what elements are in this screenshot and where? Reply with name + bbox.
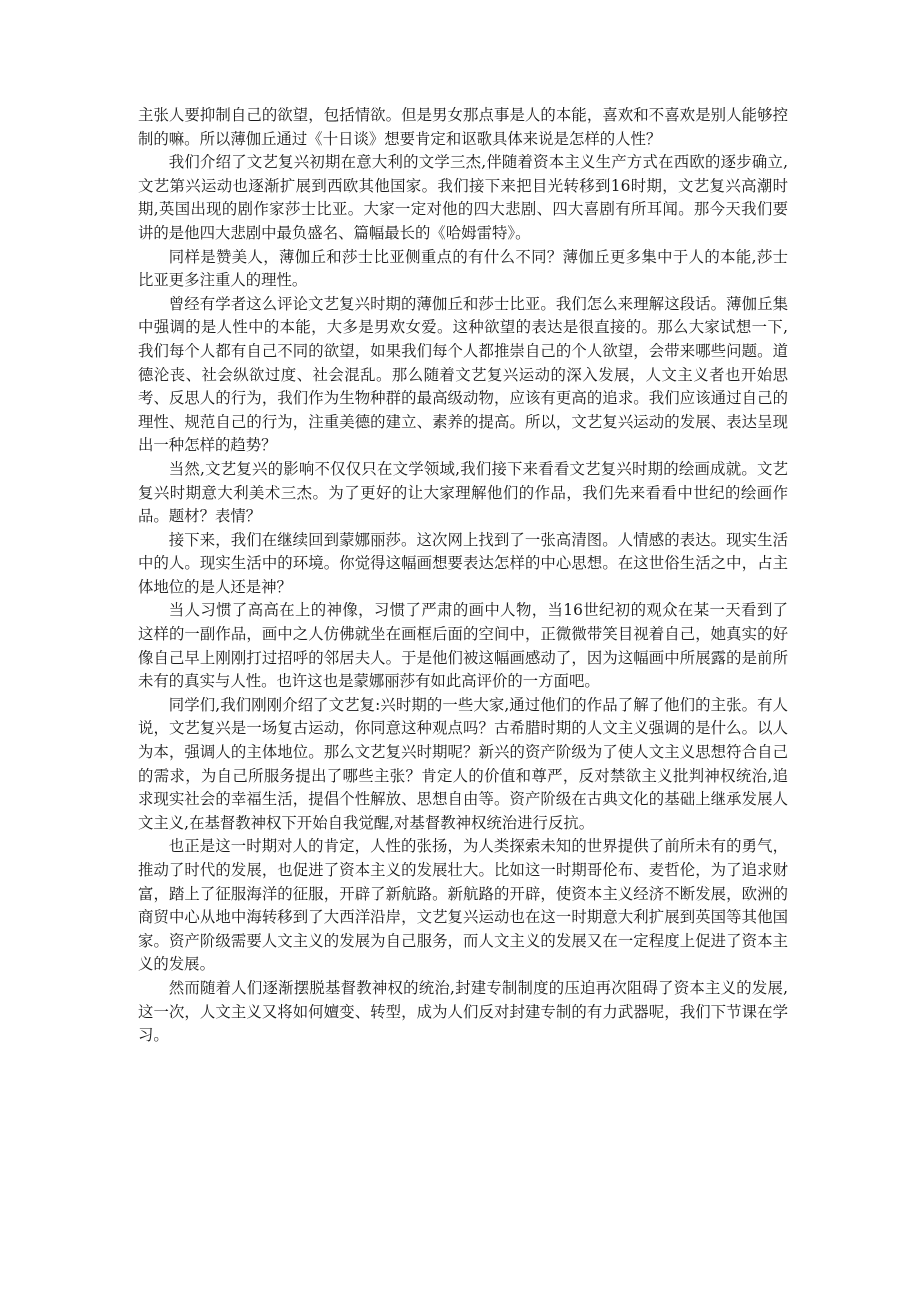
paragraph-6: 接下来，我们在继续回到蒙娜丽莎。这次网上找到了一张高清图。人情感的表达。现实生活中的人。现实生活中的环境。你觉得这幅画想要表达怎样的中心思想。在这世俗生活之中，占主体地位的是人还是神？ <box>138 530 788 596</box>
paragraph-5: 当然,文艺复兴的影响不仅仅只在文学领域,我们接下来看看文艺复兴时期的绘画成就。文艺复兴时期意大利美术三杰。为了更好的让大家理解他们的作品，我们先来看看中世纪的绘画作品。题材？表情？ <box>138 459 788 526</box>
paragraph-2: 我们介绍了文艺复兴初期在意大利的文学三杰,伴随着资本主义生产方式在西欧的逐步确立,文艺第兴运动也逐渐扩展到西欧其他国家。我们接下来把目光转移到16时期，文艺复兴高潮时期,英国出现的剧作家莎士比亚。大家一定对他的四大悲剧、四大喜剧有所耳闻。那今天我们要讲的是他四大悲剧中最负盛名、篇幅最长的《哈姆雷特》。 <box>138 153 788 242</box>
paragraph-3: 同样是赞美人，薄伽丘和莎士比亚侧重点的有什么不同？薄伽丘更多集中于人的本能,莎士比亚更多注重人的理性。 <box>138 247 788 290</box>
paragraph-7: 当人习惯了高高在上的神像，习惯了严肃的画中人物，当16世纪初的观众在某一天看到了这样的一副作品，画中之人仿佛就坐在画框后面的空间中，正微微带笑目视着自己，她真实的好像自己早上刚刚打过招呼的邻居夫人。于是他们被这幅画感动了，因为这幅画中所展露的是前所未有的真实与人性。也许这也是蒙娜丽莎有如此高评价的一方面吧。 <box>138 601 788 691</box>
paragraph-8: 同学们,我们刚刚介绍了文艺复:兴时期的一些大家,通过他们的作品了解了他们的主张。有人说，文艺复兴是一场复古运动，你同意这种观点吗？古希腊时期的人文主义强调的是什么。以人为本，强调人的主体地位。那么文艺复兴时期呢？新兴的资产阶级为了使人文主义思想符合自己的需求，为自己所服务提出了哪些主张？肯定人的价值和尊严，反对禁欲主义批判神权统治,追求现实社会的幸福生活，提倡个性解放、思想自由等。资产阶级在古典文化的基础上继承发展人文主义,在基督教神权下开始自我觉醒,对基督教神权统治进行反抗。 <box>138 695 788 832</box>
paragraph-9: 也正是这一时期对人的肯定，人性的张扬，为人类探索未知的世界提供了前所未有的勇气，推动了时代的发展，也促进了资本主义的发展壮大。比如这一时期哥伦布、麦哲伦，为了追求财富，踏上了征服海洋的征服，开辟了新航路。新航路的开辟，使资本主义经济不断发展，欧洲的商贸中心从地中海转移到了大西洋沿岸，文艺复兴运动也在这一时期意大利扩展到英国等其他国家。资产阶级需要人文主义的发展为自己服务，而人文主义的发展又在一定程度上促进了资本主义的发展。 <box>138 837 788 974</box>
paragraph-1: 主张人要抑制自己的欲望，包括情欲。但是男女那点事是人的本能，喜欢和不喜欢是别人能够控制的嘛。所以薄伽丘通过《十日谈》想要肯定和讴歌具体来说是怎样的人性？ <box>138 106 788 148</box>
document-page <box>138 104 788 1048</box>
paragraph-4: 曾经有学者这么评论文艺复兴时期的薄伽丘和莎士比亚。我们怎么来理解这段话。薄伽丘集中强调的是人性中的本能，大多是男欢女爱。这种欲望的表达是很直接的。那么大家试想一下,我们每个人都有自己不同的欲望，如果我们每个人都推崇自己的个人欲望，会带来哪些问题。道德沦丧、社会纵欲过度、社会混乱。那么随着文艺复兴运动的深入发展，人文主义者也开始思考、反思人的行为，我们作为生物种群的最高级动物，应该有更高的追求。我们应该通过自己的理性、规范自己的行为，注重美德的建立、素养的提高。所以，文艺复兴运动的发展、表达呈现出一种怎样的趋势？ <box>138 294 788 455</box>
paragraph-10: 然而随着人们逐渐摆脱基督教神权的统治,封建专制制度的压迫再次阻碍了资本主义的发展,这一次，人文主义又将如何嬗变、转型，成为人们反对封建专制的有力武器呢，我们下节课在学习。 <box>138 978 788 1045</box>
